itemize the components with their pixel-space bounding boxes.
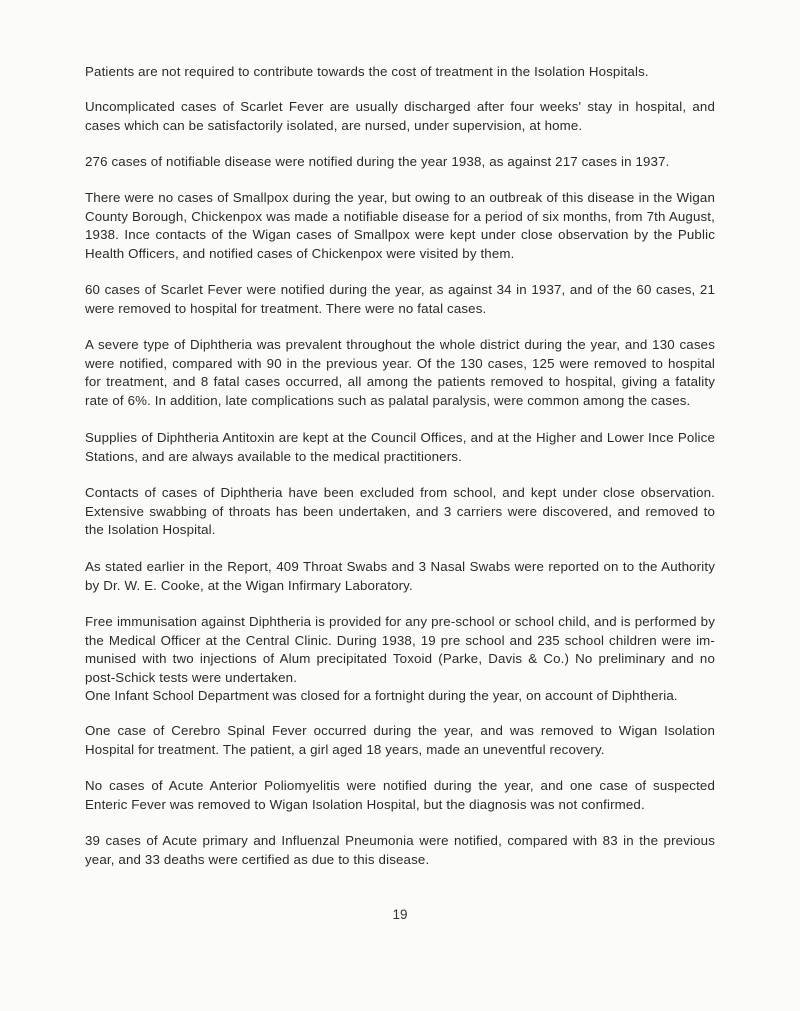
paragraph-diphtheria-prevalence: A severe type of Diphtheria was prevalent throughout the whole district during the year, and 130 cases were notified, compared with 90 in the previous year. Of the 130 cases, 125 were removed to hospital for treatment, and 8 fatal cases occurred, all among the patients removed to hospital, giving a fatality rate of 6%. In addition, late complications such as palatal paralysis, were common among the cases.: [85, 337, 715, 408]
paragraph-poliomyelitis-enteric: No cases of Acute Anterior Poliomyelitis were notified during the year, and one case of suspected Enteric Fever was removed to Wigan Isolation Hospital, but the diagnosis was not confirmed.: [85, 778, 715, 812]
paragraph-school-closure: One Infant School Department was closed for a fortnight during the year, on account of Diphtheria.: [85, 688, 678, 703]
paragraph-smallpox-chickenpox: There were no cases of Smallpox during the year, but owing to an outbreak of this disease in the Wigan County Borough, Chickenpox was made a notifiable disease for a period of six months, from 7th August, 1938. Ince contacts of the Wigan cases of Smallpox were kept under close observation by the Public Health Officers, and notified cases of Chickenpox were visited by them.: [85, 190, 715, 261]
paragraph-scarlet-fever-discharge: Uncomplicated cases of Scarlet Fever are usually discharged after four weeks' stay in hospital, and cases which can be satisfactorily isolated, are nursed, under supervision, at home.: [85, 99, 715, 133]
paragraph-scarlet-fever-cases: 60 cases of Scarlet Fever were notified during the year, as against 34 in 1937, and of the 60 cases, 21 were removed to hospital for treatment. There were no fatal cases.: [85, 282, 715, 316]
paragraph-notifiable-disease-count: 276 cases of notifiable disease were notified during the year 1938, as against 217 cases in 1937.: [85, 154, 670, 169]
paragraph-diphtheria-contacts: Contacts of cases of Diphtheria have been excluded from school, and kept under close observation. Extensive swabbing of throats has been undertaken, and 3 carriers were discovered, and removed to the Isolation Hospital.: [85, 485, 715, 537]
paragraph-immunisation: Free immunisation against Diphtheria is provided for any pre-school or school child, and is performed by the Medical Officer at the Central Clinic. During 1938, 19 pre school and 235 school children were im-munised with two injections of Alum precipitated Toxoid (Parke, Davis & Co.) No preliminary and no post-Schick tests were undertaken.: [85, 614, 715, 685]
paragraph-pneumonia: 39 cases of Acute primary and Influenzal Pneumonia were notified, compared with 83 in the previous year, and 33 deaths were certified as due to this disease.: [85, 833, 715, 867]
paragraph-cerebro-spinal-fever: One case of Cerebro Spinal Fever occurred during the year, and was removed to Wigan Isolation Hospital for treatment. The patient, a girl aged 18 years, made an uneventful recovery.: [85, 723, 715, 757]
paragraph-hospital-costs: Patients are not required to contribute towards the cost of treatment in the Isolation Hospitals.: [85, 64, 649, 79]
page-number: 19: [392, 907, 408, 922]
paragraph-swabs: As stated earlier in the Report, 409 Throat Swabs and 3 Nasal Swabs were reported on to the Authority by Dr. W. E. Cooke, at the Wigan Infirmary Laboratory.: [85, 559, 715, 593]
paragraph-antitoxin-supplies: Supplies of Diphtheria Antitoxin are kept at the Council Offices, and at the Higher and Lower Ince Police Stations, and are always available to the medical practitioners.: [85, 430, 715, 464]
